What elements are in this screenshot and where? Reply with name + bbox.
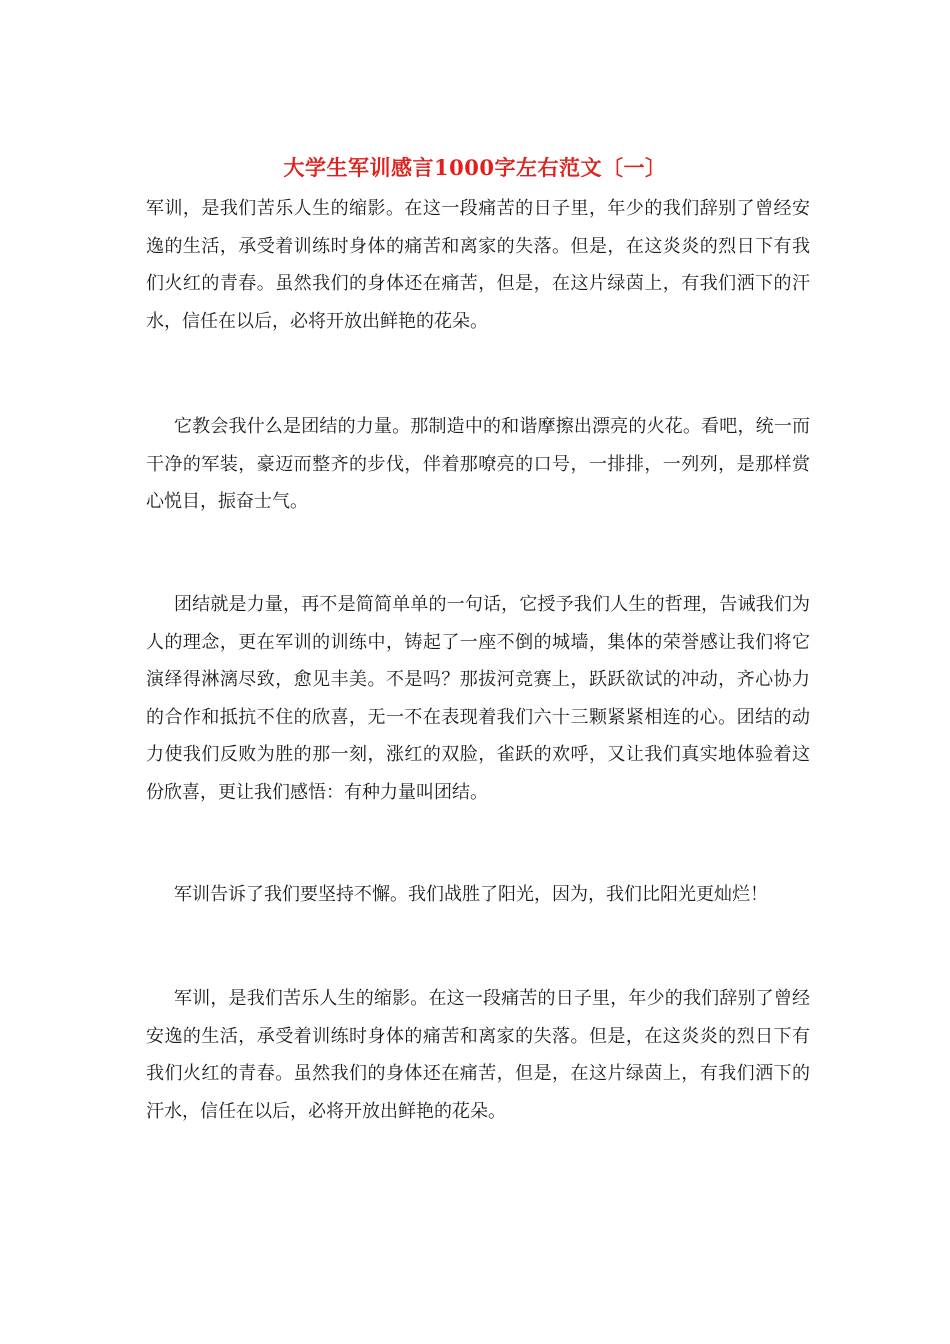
paragraph-1: 军训，是我们苦乐人生的缩影。在这一段痛苦的日子里，年少的我们辞别了曾经安逸的生活，承受着训练时身体的痛苦和离家的失落。但是，在这炎炎的烈日下有我们火红的青春。虽然我们的身体还在痛苦，但是，在这片绿茵上，有我们洒下的汗水，信任在以后，必将开放出鲜艳的花朵。 <box>146 198 810 332</box>
paragraph-3: 团结就是力量，再不是简简单单的一句话，它授予我们人生的哲理，告诫我们为人的理念，更在军训的训练中，铸起了一座不倒的城墙，集体的荣誉感让我们将它演绎得淋漓尽致，愈见丰美。不是吗？那拔河竞赛上，跃跃欲试的冲动，齐心协力的合作和抵抗不住的欣喜，无一不在表现着我们六十三颗紧紧相连的心。团结的动力使我们反败为胜的那一刻，涨红的双脸，雀跃的欢呼，又让我们真实地体验着这份欣喜，更让我们感悟：有种力量叫团结。 <box>146 594 810 803</box>
document-title: 大学生军训感言1000字左右范文〔一〕 <box>283 155 667 180</box>
paragraph-2: 它教会我什么是团结的力量。那制造中的和谐摩擦出漂亮的火花。看吧，统一而干净的军装，豪迈而整齐的步伐，伴着那嘹亮的口号，一排排，一列列，是那样赏心悦目，振奋士气。 <box>146 416 810 512</box>
paragraph-4: 军训告诉了我们要坚持不懈。我们战胜了阳光，因为，我们比阳光更灿烂！ <box>174 884 768 905</box>
paragraph-5: 军训，是我们苦乐人生的缩影。在这一段痛苦的日子里，年少的我们辞别了曾经安逸的生活，承受着训练时身体的痛苦和离家的失落。但是，在这炎炎的烈日下有我们火红的青春。虽然我们的身体还在痛苦，但是，在这片绿茵上，有我们洒下的汗水，信任在以后，必将开放出鲜艳的花朵。 <box>146 988 810 1122</box>
